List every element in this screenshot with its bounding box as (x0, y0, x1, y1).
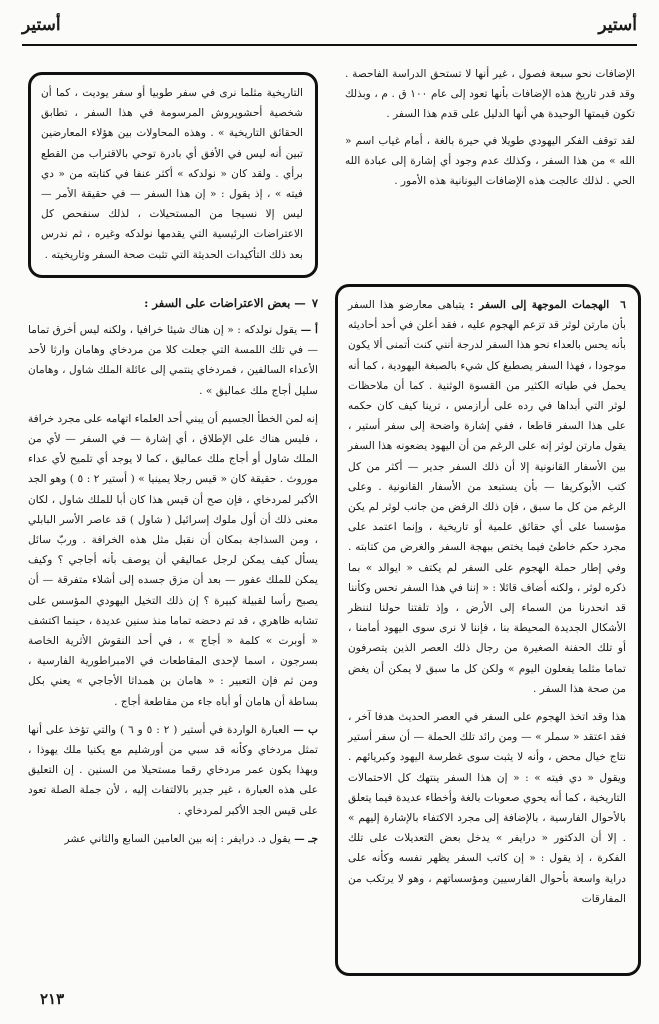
section-heading: الهجمات الموجهة إلى السفر : (469, 299, 610, 311)
boxed-section-attacks (335, 284, 641, 976)
objections-heading: ٧— بعض الاعتراضات على السفر : (144, 296, 318, 310)
objection-a-1 (28, 320, 318, 401)
objection-c-text: يقول د. درايفر : إنه بين العامين السابع والثاني عشر (64, 832, 291, 845)
attacks-text-1: يتباهى معارضو هذا السفر بأن مارتن لوثر قد تزعم الهجوم عليه ، فقد أعلن في أحد أحاديثه بأنه يحس بالعداء نحو هذا السفر لدرجة أنني كنت أتمنى ألا يكون موجودا ، فهذا السفر يصطبغ كل شيء بالصبغة اليهودية ، كما أنه يحمل في طياته الكثير من القسوة الوثنية . كما أن ملاحظات لوثر التي أبداها في رده على أرازمس ، ترينا كيف كان حكمه على هذا السفر قاطعا ، ففي إشارة واضحة إلى سفر أستير ، يقول مارتن لوثر إنه على الرغم من أن اليهود يضعونه هذا السفر بين الأسفار القانونية إلا أن ذلك السفر جدير — أكثر من كل كتب الأبوكريفا — بأن يستبعد من الأسفار القانونية . وعلى الرغم من كل ما سبق ، فإن ذلك الرفض من جانب لوثر لم يكن مؤسسا على أي حقائق علمية أو تاريخية ، وإنما اعتمد على مجرد حكم خاطئ فيما يختص ببهجة السفر والغرض من كتابته . وفي إطار حملة الهجوم على السفر لم يكتف « ايوالد » بما ذكره لوثر ، ولكنه أضاف قائلا : « إننا في هذا السفر نحس وكأننا قد انحدرنا من السماء إلى الأرض ، وإذ تلفتنا حولنا لننظر الأشكال الجديدة المحيطة بنا ، فإننا لا نرى سوى اليهود أمامنا ، أو تلك الحفنة الصغيرة من رجال ذلك العصر الذين يتصرفون تماما مثلما يفعلون اليوم » ولكن كل ما سبق لا يمكن أن يغض من صحة هذا السفر . (348, 299, 626, 695)
objection-b-text: العبارة الواردة في أستير ( ٢ : ٥ و ٦ ) والتي تؤخذ على أنها تمثل مردخاي وكأنه قد سبي من أورشليم مع يكنيا ملك يهوذا ، وبهذا يكون عمر مردخاي رقما مستحيلا من السنين . إن التعليق على هذه العبارة ، غير جدير بالالتفات إليه ، لأن جملة الصلة تعود على قيس الجد الأكبر لمردخاي . (28, 723, 318, 817)
objection-a-2: إنه لمن الخطأ الجسيم أن يبني أحد العلماء اتهامه على مجرد خرافة ، فليس هناك على الإطلاق ، أي إشارة — في السفر — لأي من الملك شاول أو أجاج ملك عماليق ، كما لا يوجد أي تلميح لأي عداء موروث . حقيقة كان « قيس رجلا يمينيا » ( أستير ٢ : ٥ ) وهو الجد الأكبر لمردخاي ، فإن صح أن قيس هذا كان أبا للملك شاول ، لكان معنى ذلك أن أول ملوك إسرائيل ( شاول ) قد عاصر الأسر البابلي ، ومن السذاجة بمكان أن نقبل مثل هذه الخرافة . وربّ سائل يسأل كيف يمكن لرجل عماليقي أن يوصف بأنه أجاجي ؟ وكيف يمكن للملك عفور — بعد أن مزق جسده إلى أشلاء متفرقة — أن يصبح رأسا لقبيلة كبيرة ؟ إن ذلك التخيل اليهودي المؤسس على تشابه ظاهري ، قد تم دحضه تماما منذ سنين عديدة ، حينما اكتشف « أوبرت » كلمة « أجاج » ، في أحد النقوش الأثرية الخاصة بسرجون ، اسما لإحدى المقاطعات في الامبراطورية الفارسية ، ومن ثم فإن التعبير : « هامان بن همداثا الأجاجي » يعني بكل بساطة أن هامان أو أباه جاء من مقاطعة أجاج . (28, 412, 318, 708)
intro-paragraph-2: لقد توقف الفكر اليهودي طويلا في حيرة بالغة ، أمام غياب اسم « الله » من هذا السفر ، وكذلك عدم وجود أي إشارة إلى عبادة الله الحي . لذلك عالجت هذه الإضافات اليونانية هذه الأمور . (345, 134, 635, 188)
objection-a-text-1: يقول نولدكه : « إن هناك شيئا خرافيا ، ولكنه ليس أخرق تماما — في تلك اللمسة التي جعلت كلا من مردخاي وهامان وارثا لأحد الأعداء السالفين ، فمردخاي ينتمي إلى عائلة الملك شاول ، وهامان سليل أجاج ملك عماليق » . (28, 324, 318, 397)
boxed-continuation (28, 72, 318, 278)
objections-number: ٧ (311, 296, 318, 310)
objection-b (28, 720, 318, 821)
objection-b-label: ب — (293, 723, 318, 736)
objection-c-label: جـ — (294, 832, 318, 845)
attacks-paragraph-1 (348, 295, 626, 699)
header-title-right: أستير (598, 15, 637, 35)
objection-a-label: أ — (300, 324, 318, 336)
attacks-paragraph-2: هذا وقد اتخذ الهجوم على السفر في العصر الحديث هدفا آخر ، فقد اعتقد « سملر » — ومن رائد تلك الحملة — أن سفر أستير نتاج خيال محض ، وأنه لا يثبت سوى غطرسة اليهود وكبريائهم . ويقول « دي فيته » : « إن هذا السفر ينتهك كل الاحتمالات التاريخية ، كما أنه يحوي صعوبات بالغة وأخطاء عديدة فيما يتعلق بالأحوال الفارسية ، بالإضافة إلى مجرد الاكتفاء بالإشارة إليهم » . إلا أن الدكتور « درايفر » يدخل بعض التعديلات على تلك الفكرة ، إذ يقول : « إن كاتب السفر يظهر نفسه وكأنه على دراية واسعة بأحوال الفارسيين ومؤسساتهم ، وهو لا يرتكب من المفارقات (348, 711, 626, 905)
section-number: ٦ (620, 299, 626, 311)
right-column (345, 64, 635, 191)
continuation-paragraph: التاريخية مثلما نرى في سفر طوبيا أو سفر يوديت ، كما أن شخصية أحشويروش المرسومة في هذا السفر ، تطابق الحقائق التاريخية » . وهذه المحاولات بين هؤلاء المعارضين تبين أنه ليس في الأفق أي بادرة توحي بالاقتراب من القطع برأي . ولقد كان « نولدكه » أكثر عنفا في كتابته من « دي فيته » ، إذ يقول : « إن هذا السفر — في حقيقة الأمر — ليس إلا نسيجا من المستحيلات ، لذلك سنفحص كل الاعتراضات الرئيسية التي يقدمها نولدكه وغيره ، ثم ندرس بعد ذلك التأكيدات الحديثة التي تثبت صحة السفر وتاريخيته . (41, 87, 303, 261)
objections-heading-text: بعض الاعتراضات على السفر : (144, 296, 291, 310)
running-header (22, 6, 637, 46)
left-column (28, 292, 318, 849)
intro-paragraph-1: الإضافات نحو سبعة فصول ، غير أنها لا تستحق الدراسة الفاحصة . وقد قدر تاريخ هذه الإضافات بأنها تعود إلى عام ١٠٠ ق . م ، وبذلك تكون قيمتها الوحيدة هي أنها الدليل على قدم هذا السفر . (345, 68, 635, 121)
objection-c (28, 829, 318, 849)
page-number: ٢١٣ (40, 990, 65, 1008)
header-title-left: أستير (22, 15, 61, 35)
